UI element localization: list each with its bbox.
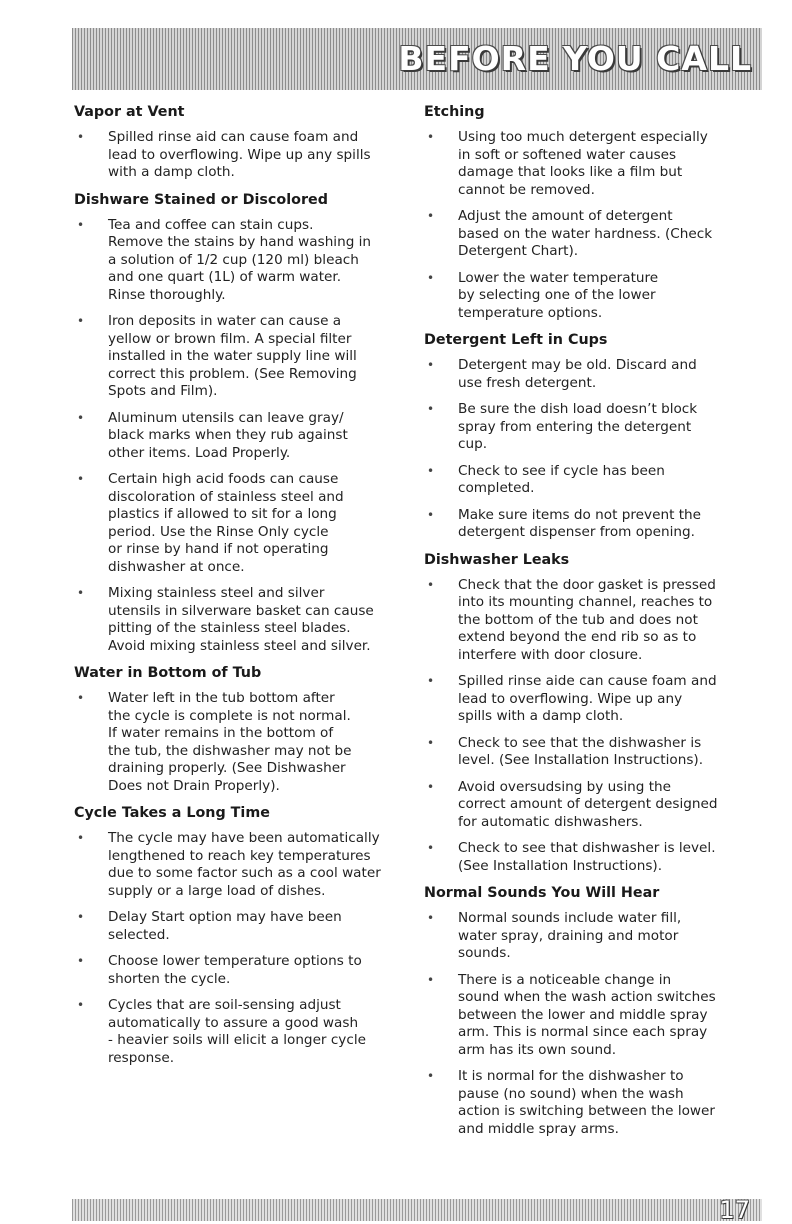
list-item (74, 129, 404, 182)
bullet-icon: • (427, 463, 435, 478)
bullet-icon: • (427, 972, 435, 987)
list-item-text: Avoid oversudsing by using the correct amount of detergent designed for automatic dishwashers. (458, 778, 718, 830)
bullet-icon: • (427, 577, 435, 592)
bullet-icon: • (427, 911, 435, 925)
bullet-icon: • (77, 410, 85, 425)
list-item-text: Using too much detergent especially in soft or softened water causes damage that looks like a film but cannot be removed. (458, 129, 708, 198)
list-item-text: Spilled rinse aide can cause foam and lead to overflowing. Wipe up any spills with a damp cloth. (458, 673, 717, 724)
bullet-icon: • (427, 674, 435, 688)
list-item-text: Lower the water temperature by selecting one of the lower temperature options. (458, 269, 659, 321)
list-item-text: Certain high acid foods can cause discoloration of stainless steel and plastics if allowed to sit for a long period. Use the Rinse Only cycle or rinse by hand if not operating dishwasher at once. (108, 471, 344, 575)
bullet-icon: • (77, 954, 85, 968)
list-item (424, 577, 744, 665)
header-banner (72, 28, 762, 90)
bullet-icon: • (77, 472, 85, 486)
list-item-text: Be sure the dish load doesn’t block spray from entering the detergent cup. (458, 401, 698, 452)
section-heading-cycle-takes-a-long-time: Cycle Takes a Long Time (74, 805, 270, 821)
list-item-text: The cycle may have been automatically lengthened to reach key temperatures due to some factor such as a cool water supply or a large load of dishes. (108, 830, 381, 899)
list-item (424, 972, 744, 1060)
list-item-text: Check to see that dishwasher is level. (See Installation Instructions). (458, 840, 716, 874)
bullet-icon: • (427, 358, 435, 372)
list-item-text: Make sure items do not prevent the detergent dispenser from opening. (458, 506, 702, 540)
list-item (424, 463, 744, 498)
list-item-text: Tea and coffee can stain cups. Remove the stains by hand washing in a solution of 1/2 cup (120 ml) bleach and one quart (1L) of warm water. Rinse thoroughly. (108, 216, 372, 303)
right-column (424, 103, 744, 1147)
page-title: BEFORE YOU CALL (398, 39, 752, 78)
list-item (74, 830, 404, 900)
bullet-icon: • (77, 586, 85, 600)
section-heading-dishwasher-leaks: Dishwasher Leaks (424, 551, 570, 568)
bullet-list (74, 690, 404, 795)
list-item (424, 208, 744, 261)
page-number: 17 (719, 1196, 750, 1224)
list-item-text: Check to see that the dishwasher is level. (See Installation Instructions). (458, 734, 704, 768)
bullet-list (424, 910, 744, 1138)
section-heading-detergent-left-in-cups: Detergent Left in Cups (424, 332, 608, 348)
bullet-icon: • (77, 130, 85, 144)
list-item (74, 953, 404, 988)
list-item (424, 779, 744, 832)
section-heading-water-in-bottom-of-tub: Water in Bottom of Tub (74, 665, 262, 681)
bullet-icon: • (77, 998, 85, 1012)
section-heading-vapor-at-vent: Vapor at Vent (74, 104, 185, 120)
list-item-text: Aluminum utensils can leave gray/ black marks when they rub against other items. Load Properly. (108, 409, 348, 461)
left-column (74, 103, 404, 1076)
list-item-text: Cycles that are soil-sensing adjust automatically to assure a good wash - heavier soils will elicit a longer cycle response. (108, 997, 366, 1066)
list-item (74, 471, 404, 576)
bullet-list (424, 577, 744, 876)
list-item-text: Mixing stainless steel and silver utensils in silverware basket can cause pitting of the stainless steel blades. Avoid mixing stainless steel and silver. (108, 585, 374, 654)
list-item-text: Detergent may be old. Discard and use fresh detergent. (458, 357, 697, 391)
list-item (424, 673, 744, 726)
list-item (424, 910, 744, 963)
bullet-icon: • (77, 314, 85, 328)
list-item (424, 357, 744, 392)
list-item-text: Iron deposits in water can cause a yellow or brown film. A special filter installed in the water supply line will correct this problem. (See Removing Spots and Film). (108, 313, 357, 399)
bullet-icon: • (427, 209, 435, 223)
list-item-text: Water left in the tub bottom after the cycle is complete is not normal. If water remains in the bottom of the tub, the dishwasher may not be draining properly. (See Dishwasher Does not Drain Properly). (108, 690, 352, 794)
bullet-icon: • (427, 735, 435, 750)
bullet-icon: • (427, 507, 435, 522)
section-heading-normal-sounds-you-will-hear: Normal Sounds You Will Hear (424, 885, 660, 901)
bullet-list (74, 217, 404, 656)
list-item-text: Check to see if cycle has been completed. (458, 462, 665, 496)
bullet-icon: • (427, 270, 435, 285)
list-item (74, 585, 404, 655)
bullet-icon: • (427, 841, 435, 855)
list-item (424, 129, 744, 199)
bullet-list (424, 357, 744, 542)
list-item-text: Normal sounds include water fill, water spray, draining and motor sounds. (458, 910, 682, 961)
section-heading-etching: Etching (424, 104, 485, 120)
list-item (74, 217, 404, 305)
list-item-text: Check that the door gasket is pressed into its mounting channel, reaches to the bottom of the tub and does not extend beyond the end rib so as to interfere with door closure. (458, 576, 716, 663)
list-item-text: Delay Start option may have been selected. (108, 909, 342, 943)
bullet-icon: • (77, 691, 85, 705)
list-item-text: Adjust the amount of detergent based on the water hardness. (Check Detergent Chart). (458, 208, 713, 259)
bullet-icon: • (427, 402, 435, 416)
list-item (424, 1068, 744, 1138)
section-heading-dishware-stained-or-discolored: Dishware Stained or Discolored (74, 191, 328, 208)
list-item-text: There is a noticeable change in sound when the wash action switches between the lower and middle spray arm. This is normal since each spray arm has its own sound. (458, 971, 716, 1058)
list-item (74, 909, 404, 944)
bullet-icon: • (77, 910, 85, 924)
bullet-icon: • (77, 217, 85, 232)
list-item (74, 313, 404, 401)
bullet-list (74, 129, 404, 182)
list-item (424, 507, 744, 542)
footer-banner (72, 1196, 762, 1224)
list-item (424, 270, 744, 323)
bullet-icon: • (427, 130, 435, 144)
bullet-list (74, 830, 404, 1067)
bullet-list (424, 129, 744, 322)
list-item (424, 401, 744, 454)
list-item-text: It is normal for the dishwasher to pause (no sound) when the wash action is switching between the lower and middle spray arms. (458, 1068, 715, 1137)
list-item (424, 840, 744, 875)
list-item-text: Spilled rinse aid can cause foam and lead to overflowing. Wipe up any spills with a damp cloth. (108, 129, 371, 180)
list-item-text: Choose lower temperature options to shorten the cycle. (108, 953, 362, 987)
list-item (74, 997, 404, 1067)
list-item (424, 735, 744, 770)
bullet-icon: • (77, 831, 85, 845)
bullet-icon: • (427, 779, 435, 794)
list-item (74, 410, 404, 463)
bullet-icon: • (427, 1069, 435, 1083)
list-item (74, 690, 404, 795)
